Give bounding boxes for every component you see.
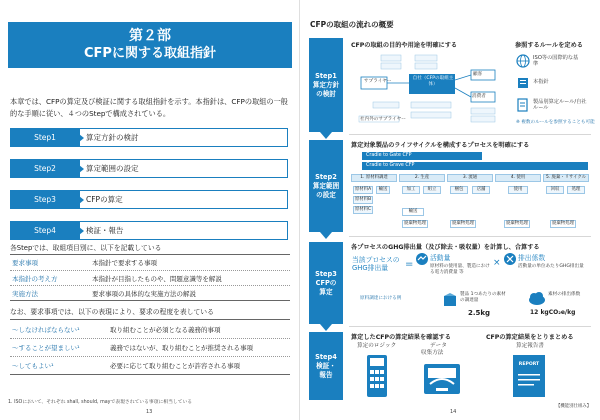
- footer-note: 【機能別仕組み】: [556, 404, 592, 409]
- activity-label: 活動量: [430, 254, 451, 262]
- process-cell: 原材料B: [354, 197, 372, 202]
- table-row: 要求事項 本指針で要求する事項: [12, 259, 157, 267]
- activity-desc: 原材料の使用量、製造における電力消費量 等: [430, 264, 490, 275]
- divider: [349, 326, 591, 327]
- part-title-banner: [8, 22, 292, 68]
- table-row: 実施方法 要求事項の具体的な実施方法の解説: [10, 285, 290, 300]
- co2-cloud-icon: [528, 292, 546, 306]
- table-row: 本指針の考え方 本指針が目指したものや、問題意識等を解説: [10, 270, 290, 285]
- levels-intro: なお、要求事項では、以下の表現により、要求の程度を表している: [10, 308, 214, 316]
- report-label: 算定報告書: [516, 343, 544, 349]
- step-description: 算定方針の検討: [80, 128, 288, 147]
- step-label: Step2: [10, 159, 80, 178]
- stage-3: 3. 流通: [447, 174, 493, 182]
- diagram-supplier: サプライヤー: [364, 79, 392, 84]
- document-icon: [516, 98, 530, 112]
- step4-title-a: 算定したCFPの算定結果を確認する: [351, 334, 451, 341]
- example-activity-desc: 製品 1つあたりの素材の調達量: [460, 292, 506, 303]
- process-cell: 使用: [508, 186, 528, 194]
- process-cell: 梱包: [450, 186, 468, 194]
- step-description: CFPの算定: [80, 190, 288, 209]
- step2-band: Step2 算定範囲 の設定: [309, 140, 343, 232]
- subprocess-cell: 廃棄物処理: [550, 220, 576, 228]
- process-cell: 店舗: [472, 186, 490, 194]
- subprocess-cell: 廃棄物処理: [504, 220, 530, 228]
- factor-desc: 活動量の単位あたりGHG排出量: [518, 264, 584, 269]
- step-row: [10, 159, 288, 178]
- process-cell: 組立: [423, 186, 441, 194]
- process-cell: 加工: [402, 186, 420, 194]
- step-description: 検証・報告: [80, 221, 288, 240]
- divider: [349, 134, 591, 135]
- step-row: [10, 128, 288, 147]
- step-row: [10, 221, 288, 240]
- levels-table: [10, 319, 290, 375]
- report-document-icon: [512, 354, 546, 398]
- multiply-sign: ×: [493, 258, 501, 268]
- process-cell: 輸送: [376, 186, 390, 194]
- data-label: データ: [430, 343, 447, 349]
- arrow-down-icon: [320, 132, 332, 139]
- step-label: Step4: [10, 221, 80, 240]
- page-number-right: 14: [450, 409, 457, 415]
- step-description: 算定範囲の設定: [80, 159, 288, 178]
- subprocess-cell: 廃棄物処理: [402, 220, 428, 228]
- table-row: ～しなければならない¹ 取り組むことが必須となる義務的事項: [12, 325, 221, 334]
- diagram-ext: 社内外のサプライヤー: [360, 117, 406, 122]
- step-label: Step1: [10, 128, 80, 147]
- step3-band: Step3 CFPの 算定: [309, 242, 343, 324]
- step-row: [10, 190, 288, 209]
- report-text: REPORT: [518, 362, 540, 367]
- subprocess-cell: 輸送: [402, 208, 424, 216]
- cradle-to-gate-bar: Cradle to Gate CFP: [362, 152, 482, 160]
- diagram-consumer: 消費者: [472, 94, 486, 99]
- data-method-label: 収集方法: [421, 350, 444, 356]
- arrow-icon: [79, 196, 84, 204]
- part-number: 第２部: [129, 28, 171, 44]
- page-number-left: 13: [146, 409, 153, 415]
- part-title: CFPに関する取組指針: [84, 46, 216, 61]
- diagram-customer: 顧客: [473, 72, 483, 77]
- right-page-heading: CFPの取組の流れの概要: [310, 20, 394, 29]
- step1-band: Step1 算定方針 の検討: [309, 38, 343, 132]
- intro-paragraph: 本章では、CFPの算定及び検証に関する取組指針を示す。本指針は、CFPの取組の一般的な手順に従い、４つのStepで構成されている。: [10, 97, 288, 118]
- equals-sign: =: [405, 259, 414, 270]
- rule-product: 製品別算定ルール/自社ルール: [533, 99, 587, 111]
- stage-4: 4. 使用: [495, 174, 541, 182]
- stage-1: 1. 原材料調達: [351, 174, 397, 182]
- step-label: Step3: [10, 190, 80, 209]
- process-cell: 原材料A: [354, 187, 372, 192]
- rule-iso: ISO等の国際的な基準: [533, 55, 579, 67]
- logic-label: 算定のロジック: [357, 343, 397, 349]
- process-cell: 回収: [546, 186, 564, 194]
- example-label: 原料調達における例: [360, 296, 402, 301]
- step2-title: 算定対象製品のライフサイクルを構成するプロセスを明確にする: [351, 142, 530, 149]
- ghg-emission-label: 当該プロセスのGHG排出量: [352, 256, 400, 272]
- factor-icon: [503, 252, 517, 266]
- example-activity-value: 2.5kg: [468, 309, 491, 317]
- rule-guideline: 本指針: [533, 79, 549, 85]
- footnote: 1. ISOにおいて、それぞれ shall, should, mayで表現されている事項に相当している: [8, 400, 193, 405]
- stage-2: 2. 生産: [399, 174, 445, 182]
- activity-icon: [415, 252, 429, 266]
- step-list: [10, 128, 288, 252]
- arrow-icon: [79, 165, 84, 173]
- arrow-down-icon: [320, 324, 332, 331]
- arrow-icon: [79, 134, 84, 142]
- step3-title: 各プロセスのGHG排出量（及び除去・吸収量）を計算し、合算する: [351, 244, 540, 251]
- step1-title-a: CFPの取組の目的や用途を明確にする: [351, 42, 458, 49]
- stage-5: 5. 廃棄・リサイクル: [543, 174, 589, 182]
- step1-title-b: 参照するルールを定める: [515, 42, 583, 49]
- divider: [349, 236, 591, 237]
- factor-label: 排出係数: [518, 254, 546, 262]
- process-cell: 処理: [567, 186, 585, 194]
- table-row: ～してもよい¹ 必要に応じて取り組むことが許容される事項: [10, 356, 290, 374]
- items-table: [10, 254, 290, 301]
- meter-icon: [422, 362, 462, 396]
- diagram-company: 自社（CFPの取組主体）: [412, 76, 454, 87]
- calculator-icon: [366, 354, 388, 398]
- table-row: ～することが望ましい¹ 義務ではないが、取り組むことが推奨される事項: [10, 338, 290, 356]
- step4-title-b: CFPの算定結果をとりまとめる: [486, 334, 574, 341]
- subprocess-cell: 廃棄物処理: [450, 220, 476, 228]
- step4-band: Step4 検証・ 報告: [309, 332, 343, 400]
- arrow-icon: [79, 227, 84, 235]
- globe-icon: [516, 54, 530, 68]
- book-icon: [516, 76, 530, 90]
- example-factor-desc: 素材の排出係数: [548, 292, 581, 297]
- example-factor-value: 12 kgCO₂e/kg: [530, 309, 576, 316]
- process-cell: 原材料C: [354, 207, 372, 212]
- arrow-down-icon: [320, 232, 332, 239]
- box-icon: [442, 292, 458, 308]
- cradle-to-grave-bar: Cradle to Grave CFP: [362, 162, 588, 170]
- rule-note: ※ 複数のルールを参照することも可能: [516, 120, 595, 125]
- items-intro: 各Stepでは、取組項目別に、以下を記載している: [10, 244, 162, 252]
